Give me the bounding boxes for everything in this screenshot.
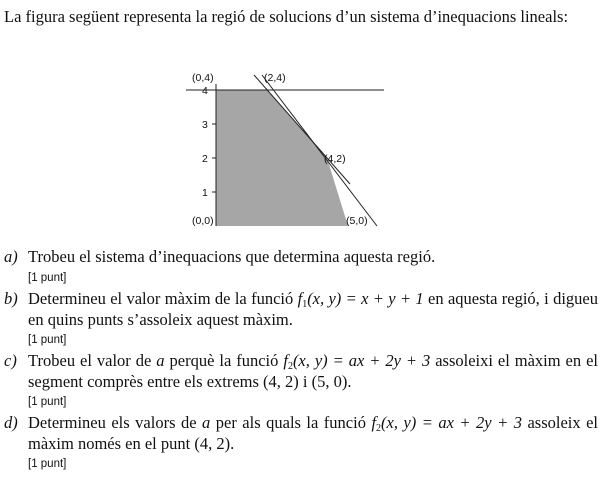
text-post: assoleixi el màxim en el segment comprès entre els extrems (4, 2) i (5, 0). [28,351,598,391]
question-text [28,412,598,454]
text-post: assoleix el màxim només en el punt (4, 2). [28,413,598,453]
function-expression: (x, y) = x + y + 1 [307,289,424,308]
y-tick-label: 4 [202,85,208,97]
variable-a: a [156,351,165,370]
function-expression: (x, y) = ax + 2y + 3 [381,413,522,432]
function-subscript: 2 [287,361,293,372]
question-d [4,412,598,454]
question-a [4,246,598,267]
function-expression: (x, y) = ax + 2y + 3 [292,351,431,370]
variable-a: a [202,413,211,432]
question-text [28,350,598,392]
points-a: [1 punt] [28,272,67,284]
y-tick-label: 1 [202,187,208,199]
point-label-5-0: (5,0) [346,215,368,227]
question-label: d) [4,413,18,432]
question-text: Trobeu el sistema d’inequacions que determina aquesta regió. [28,247,436,266]
question-b [4,288,598,330]
point-label-0-4: (0,4) [192,72,214,84]
intro-text: La figura següent representa la regió de solucions d’un sistema d’inequacions lineals: [4,7,569,26]
y-tick-label: 2 [202,153,208,165]
text-mid: per als quals la funció [210,413,372,432]
point-label-4-2: (4,2) [324,153,346,165]
question-text [28,288,598,330]
points-b: [1 punt] [28,334,67,346]
text-post: en aquesta regió, i digueu en quins punts s’assoleix aquest màxim. [28,289,598,329]
points-d: [1 punt] [28,458,67,470]
y-tick-label: 3 [202,119,208,131]
text-pre: Determineu el valor màxim de la funció [28,289,298,308]
point-label-0-0: (0,0) [192,215,214,227]
function-name: f [297,289,303,308]
function-subscript: 1 [302,299,308,310]
question-c [4,350,598,392]
question-label: c) [4,351,17,370]
function-name: f [371,413,377,432]
function-subscript: 2 [376,423,382,434]
text-pre: Trobeu el valor de [28,351,157,370]
question-label: a) [4,247,18,266]
feasible-region-figure [180,66,390,232]
text-mid: perquè la funció [164,351,284,370]
points-c: [1 punt] [28,396,67,408]
text-pre: Determineu els valors de [28,413,203,432]
point-label-2-4: (2,4) [264,72,286,84]
function-name: f [283,351,288,370]
question-label: b) [4,289,18,308]
